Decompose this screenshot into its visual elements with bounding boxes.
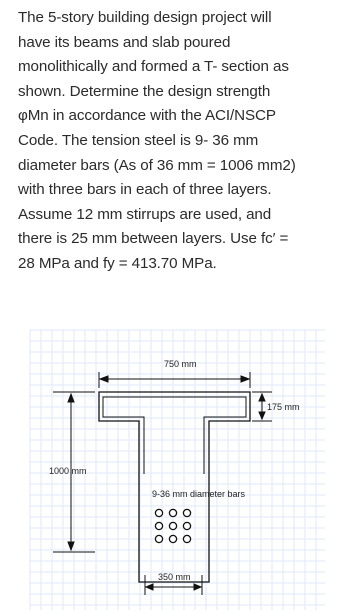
rebar-bar — [155, 509, 162, 516]
arrow-head — [194, 584, 201, 590]
total-depth-label: 1000 mm — [49, 466, 87, 476]
arrow-head — [68, 542, 74, 550]
t-section-figure — [0, 320, 343, 616]
rebar-bar — [155, 535, 162, 542]
rebar-bar — [155, 522, 162, 529]
problem-line: monolithically and formed a T- section as — [18, 58, 289, 76]
arrow-head — [100, 376, 108, 382]
arrow-head — [259, 394, 265, 401]
arrow-head — [146, 584, 153, 590]
web-width-label: 350 mm — [158, 572, 191, 582]
problem-line: φMn in accordance with the ACI/NSCP — [18, 107, 276, 125]
problem-line: diameter bars (As of 36 mm = 1006 mm2) — [18, 156, 296, 174]
rebar-bar — [169, 535, 176, 542]
rebar-bar — [183, 509, 190, 516]
t-section-diagram — [0, 320, 343, 616]
problem-statement — [18, 6, 336, 277]
problem-line: Assume 12 mm stirrups are used, and — [18, 205, 272, 223]
flange-width-label: 750 mm — [164, 359, 197, 369]
problem-line: there is 25 mm between layers. Use fc′ = — [18, 230, 289, 248]
rebar-bar — [183, 522, 190, 529]
problem-line: with three bars in each of three layers. — [18, 181, 272, 199]
problem-line: have its beams and slab poured — [18, 33, 231, 51]
reinforcing-bars — [155, 509, 190, 542]
problem-line: 28 MPa and fy = 413.70 MPa. — [18, 254, 217, 272]
rebar-bar — [183, 535, 190, 542]
bars-label: 9-36 mm diameter bars — [152, 489, 246, 499]
arrow-head — [241, 376, 249, 382]
arrow-head — [68, 394, 74, 402]
problem-line: Code. The tension steel is 9- 36 mm — [18, 131, 259, 149]
rebar-bar — [169, 509, 176, 516]
t-section-outline — [99, 392, 250, 582]
rebar-bar — [169, 522, 176, 529]
problem-line: The 5-story building design project will — [18, 9, 272, 26]
flange-thickness-label: 175 mm — [267, 402, 300, 412]
problem-line: shown. Determine the design strength — [18, 82, 271, 100]
